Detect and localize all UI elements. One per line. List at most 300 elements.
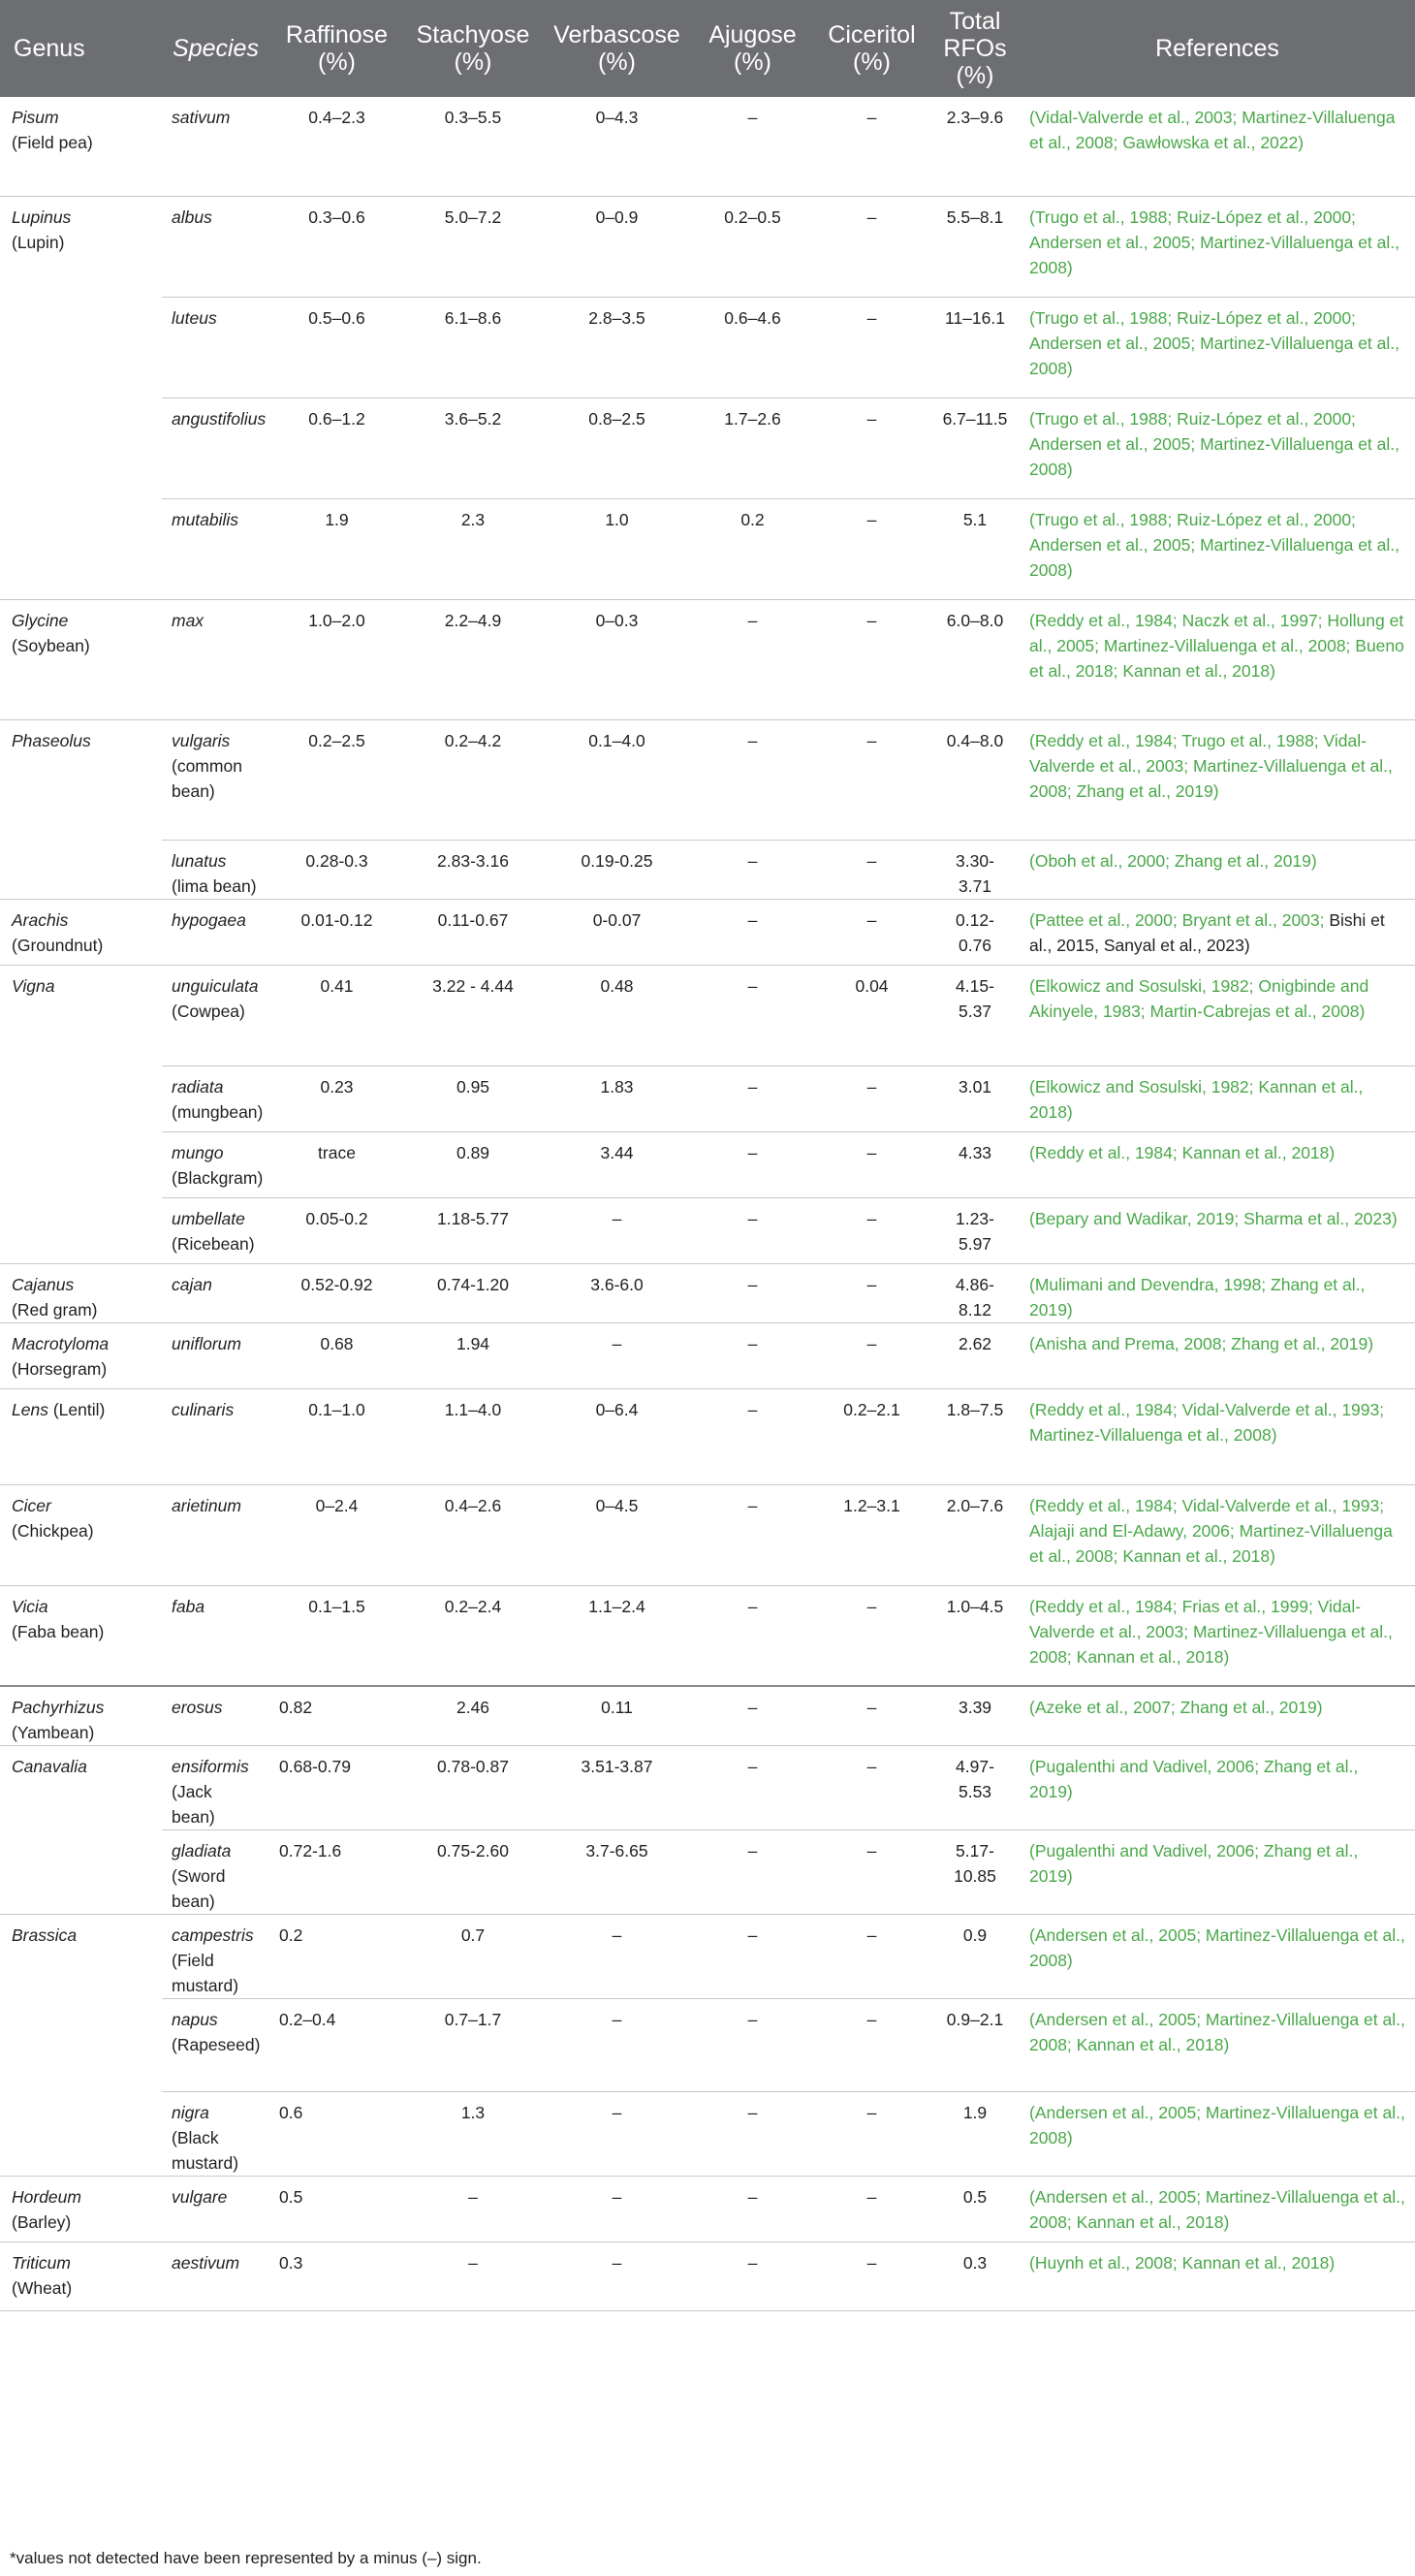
species-cell (162, 196, 269, 297)
stachyose-value: 1.18-5.77 (404, 1197, 542, 1263)
verbascose-value: 0–4.5 (542, 1484, 692, 1585)
species-cell (162, 1830, 269, 1915)
verbascose-value: – (542, 1915, 692, 1999)
species-cell (162, 1585, 269, 1686)
table-row (0, 1388, 1415, 1484)
raffinose-value: 0.6 (269, 2092, 404, 2177)
references-cell (1020, 2242, 1415, 2311)
verbascose-value: – (542, 1197, 692, 1263)
total-rfos-value: 2.62 (930, 1322, 1020, 1388)
stachyose-value: 0.95 (404, 1065, 542, 1131)
ajugose-value: – (692, 1131, 813, 1197)
species-cell (162, 2177, 269, 2242)
ajugose-value: – (692, 2092, 813, 2177)
references-cell (1020, 965, 1415, 1065)
stachyose-value: 2.3 (404, 498, 542, 599)
genus-cell (0, 965, 162, 1263)
total-rfos-value: 3.30-3.71 (930, 840, 1020, 899)
genus-cell (0, 1263, 162, 1322)
ajugose-value: – (692, 1746, 813, 1830)
ciceritol-value: – (813, 899, 930, 965)
references-text: (Oboh et al., 2000; Zhang et al., 2019) (1029, 850, 1317, 871)
ajugose-value: – (692, 965, 813, 1065)
species-cell (162, 1484, 269, 1585)
stachyose-value: 3.6–5.2 (404, 398, 542, 498)
verbascose-value: 0.48 (542, 965, 692, 1065)
genus-name: Macrotyloma (12, 1333, 110, 1353)
raffinose-value: 0.5–0.6 (269, 297, 404, 398)
genus-name: Lupinus (12, 207, 72, 227)
species-name: albus (172, 207, 212, 227)
verbascose-value: 0–0.9 (542, 196, 692, 297)
genus-common-name: (Horsegram) (12, 1358, 108, 1379)
species-name: vulgaris (172, 730, 231, 750)
references-text: (Mulimani and Devendra, 1998; Zhang et al., 2019) (1029, 1274, 1366, 1320)
stachyose-value: 0.11-0.67 (404, 899, 542, 965)
ajugose-value: – (692, 1999, 813, 2092)
genus-cell (0, 196, 162, 599)
ajugose-value: – (692, 2177, 813, 2242)
genus-cell (0, 899, 162, 965)
stachyose-value: 1.1–4.0 (404, 1388, 542, 1484)
table-row (0, 498, 1415, 599)
references-cell (1020, 1915, 1415, 1999)
table-row (0, 1686, 1415, 1746)
species-name: angustifolius (172, 408, 267, 429)
species-name: luteus (172, 307, 217, 328)
species-name: cajan (172, 1274, 212, 1294)
ajugose-value: – (692, 899, 813, 965)
verbascose-value: – (542, 1322, 692, 1388)
ajugose-value: – (692, 1915, 813, 1999)
references-text: (Trugo et al., 1988; Ruiz-López et al., 2000; Andersen et al., 2005; Martinez-Villaluenga et al., 2008) (1029, 207, 1399, 277)
genus-name: Pisum (12, 108, 59, 127)
stachyose-value: 0.7 (404, 1915, 542, 1999)
ciceritol-value: – (813, 1065, 930, 1131)
references-cell (1020, 2092, 1415, 2177)
species-cell (162, 498, 269, 599)
references-cell (1020, 398, 1415, 498)
stachyose-value: 3.22 - 4.44 (404, 965, 542, 1065)
total-rfos-value: 4.33 (930, 1131, 1020, 1197)
references-text: (Andersen et al., 2005; Martinez-Villaluenga et al., 2008; Kannan et al., 2018) (1029, 2010, 1405, 2054)
references-cell (1020, 2177, 1415, 2242)
ciceritol-value: – (813, 1746, 930, 1830)
ciceritol-value: – (813, 1999, 930, 2092)
ajugose-value: – (692, 1585, 813, 1686)
genus-common-name: (Yambean) (12, 1723, 95, 1742)
raffinose-value: 0.4–2.3 (269, 97, 404, 196)
genus-name: Hordeum (12, 2187, 81, 2207)
total-rfos-value: 5.5–8.1 (930, 196, 1020, 297)
ajugose-value: 1.7–2.6 (692, 398, 813, 498)
verbascose-value: 3.44 (542, 1131, 692, 1197)
species-cell (162, 1686, 269, 1746)
genus-common-name: (Red gram) (12, 1299, 98, 1320)
ciceritol-value: – (813, 719, 930, 840)
species-cell (162, 2092, 269, 2177)
species-name: aestivum (172, 2253, 240, 2273)
species-cell (162, 297, 269, 398)
ciceritol-value: – (813, 297, 930, 398)
references-text: (Trugo et al., 1988; Ruiz-López et al., 2000; Andersen et al., 2005; Martinez-Villaluenga et al., 2008) (1029, 509, 1399, 580)
verbascose-value: 3.7-6.65 (542, 1830, 692, 1915)
total-rfos-value: 2.0–7.6 (930, 1484, 1020, 1585)
total-rfos-value: 3.39 (930, 1686, 1020, 1746)
references-text: (Elkowicz and Sosulski, 1982; Onigbinde and Akinyele, 1983; Martin-Cabrejas et al., 2008) (1029, 975, 1369, 1021)
genus-common-name: (Field pea) (12, 133, 93, 152)
genus-cell (0, 2242, 162, 2311)
raffinose-value: 0.5 (269, 2177, 404, 2242)
header-stachyose: Stachyose (%) (404, 0, 542, 97)
verbascose-value: 0.8–2.5 (542, 398, 692, 498)
genus-name: Glycine (12, 610, 69, 630)
verbascose-value: 0–0.3 (542, 599, 692, 719)
species-common-name: (Jack bean) (172, 1782, 215, 1827)
species-cell (162, 719, 269, 840)
stachyose-value: 5.0–7.2 (404, 196, 542, 297)
raffinose-value: 0–2.4 (269, 1484, 404, 1585)
raffinose-value: 0.28-0.3 (269, 840, 404, 899)
genus-cell (0, 719, 162, 899)
ajugose-value: – (692, 2242, 813, 2311)
verbascose-value: 0.1–4.0 (542, 719, 692, 840)
total-rfos-value: 0.4–8.0 (930, 719, 1020, 840)
ciceritol-value: – (813, 97, 930, 196)
ciceritol-value: – (813, 1915, 930, 1999)
table-row (0, 2177, 1415, 2242)
genus-common-name: (Wheat) (12, 2278, 73, 2298)
species-common-name: (Sword bean) (172, 1866, 226, 1911)
table-row (0, 2092, 1415, 2177)
verbascose-value: – (542, 2177, 692, 2242)
raffinose-value: 0.1–1.5 (269, 1585, 404, 1686)
species-common-name: (common bean) (172, 755, 242, 801)
verbascose-value: 3.51-3.87 (542, 1746, 692, 1830)
total-rfos-value: 0.12-0.76 (930, 899, 1020, 965)
species-name: radiata (172, 1076, 224, 1097)
species-name: ensiformis (172, 1757, 249, 1776)
species-cell (162, 1746, 269, 1830)
ciceritol-value: – (813, 1585, 930, 1686)
references-text: (Azeke et al., 2007; Zhang et al., 2019) (1029, 1698, 1323, 1717)
genus-common-name: (Chickpea) (12, 1520, 94, 1541)
raffinose-value: trace (269, 1131, 404, 1197)
stachyose-value: 2.2–4.9 (404, 599, 542, 719)
species-common-name: (mungbean) (172, 1101, 264, 1122)
raffinose-value: 0.3–0.6 (269, 196, 404, 297)
references-text: (Reddy et al., 1984; Vidal-Valverde et al., 1993; Alajaji and El-Adawy, 2006; Martinez-Villaluenga et al., 2008; Kannan et al., 2018) (1029, 1495, 1393, 1566)
species-cell (162, 398, 269, 498)
references-text: (Anisha and Prema, 2008; Zhang et al., 2019) (1029, 1333, 1374, 1353)
raffinose-value: 1.0–2.0 (269, 599, 404, 719)
table-row (0, 1131, 1415, 1197)
table-row (0, 965, 1415, 1065)
genus-common-name: (Faba bean) (12, 1621, 105, 1641)
table-row (0, 1585, 1415, 1686)
table-row (0, 398, 1415, 498)
raffinose-value: 0.3 (269, 2242, 404, 2311)
genus-cell (0, 2177, 162, 2242)
references-text: (Reddy et al., 1984; Vidal-Valverde et al., 1993; Martinez-Villaluenga et al., 2008) (1029, 1399, 1385, 1445)
genus-cell (0, 1686, 162, 1746)
ciceritol-value: – (813, 599, 930, 719)
table-row (0, 599, 1415, 719)
genus-name: Triticum (12, 2253, 71, 2273)
genus-cell (0, 1915, 162, 2177)
ajugose-value: – (692, 719, 813, 840)
ciceritol-value: 0.04 (813, 965, 930, 1065)
references-text: (Trugo et al., 1988; Ruiz-López et al., 2000; Andersen et al., 2005; Martinez-Villaluenga et al., 2008) (1029, 307, 1399, 378)
ciceritol-value: 0.2–2.1 (813, 1388, 930, 1484)
species-common-name: (lima bean) (172, 875, 257, 896)
references-cell (1020, 97, 1415, 196)
ajugose-value: – (692, 1830, 813, 1915)
stachyose-value: 0.75-2.60 (404, 1830, 542, 1915)
ajugose-value: – (692, 1322, 813, 1388)
total-rfos-value: 1.9 (930, 2092, 1020, 2177)
references-cell (1020, 899, 1415, 965)
species-cell (162, 1263, 269, 1322)
ciceritol-value: – (813, 1686, 930, 1746)
ajugose-value: – (692, 1263, 813, 1322)
raffinose-value: 0.82 (269, 1686, 404, 1746)
references-text: (Andersen et al., 2005; Martinez-Villaluenga et al., 2008) (1029, 2103, 1405, 2147)
references-cell (1020, 1746, 1415, 1830)
references-cell (1020, 1065, 1415, 1131)
species-name: unguiculata (172, 975, 259, 996)
references-text: (Pugalenthi and Vadivel, 2006; Zhang et al., 2019) (1029, 1757, 1359, 1801)
ciceritol-value: – (813, 2242, 930, 2311)
stachyose-value: 2.46 (404, 1686, 542, 1746)
stachyose-value: 0.4–2.6 (404, 1484, 542, 1585)
verbascose-value: 0-0.07 (542, 899, 692, 965)
species-cell (162, 1065, 269, 1131)
references-text: (Andersen et al., 2005; Martinez-Villaluenga et al., 2008) (1029, 1925, 1405, 1970)
genus-name: Pachyrhizus (12, 1698, 105, 1717)
species-common-name: (Field mustard) (172, 1951, 239, 1995)
raffinose-value: 0.2–0.4 (269, 1999, 404, 2092)
table-row (0, 1999, 1415, 2092)
header-ajugose: Ajugose (%) (692, 0, 813, 97)
raffinose-value: 0.6–1.2 (269, 398, 404, 498)
verbascose-value: – (542, 2242, 692, 2311)
genus-common-name: (Soybean) (12, 635, 90, 655)
references-text: (Trugo et al., 1988; Ruiz-López et al., 2000; Andersen et al., 2005; Martinez-Villaluenga et al., 2008) (1029, 408, 1399, 479)
raffinose-value: 0.68-0.79 (269, 1746, 404, 1830)
ciceritol-value: – (813, 1263, 930, 1322)
species-cell (162, 1131, 269, 1197)
genus-name: Vigna (12, 975, 55, 996)
stachyose-value: – (404, 2177, 542, 2242)
species-common-name: (Rapeseed) (172, 2035, 261, 2054)
references-text: (Pattee et al., 2000; Bryant et al., 2003; (1029, 909, 1325, 930)
total-rfos-value: 4.86-8.12 (930, 1263, 1020, 1322)
total-rfos-value: 6.0–8.0 (930, 599, 1020, 719)
genus-common-name: (Lupin) (12, 232, 65, 252)
ciceritol-value: – (813, 1131, 930, 1197)
raffinose-value: 0.2 (269, 1915, 404, 1999)
references-text: (Reddy et al., 1984; Trugo et al., 1988; Vidal-Valverde et al., 2003; Martinez-Villaluenga et al., 2008; Zhang et al., 2019) (1029, 730, 1393, 801)
references-text: (Pugalenthi and Vadivel, 2006; Zhang et al., 2019) (1029, 1841, 1359, 1886)
total-rfos-value: 3.01 (930, 1065, 1020, 1131)
species-name: gladiata (172, 1841, 232, 1860)
table-row (0, 840, 1415, 899)
table-row (0, 196, 1415, 297)
species-cell (162, 1197, 269, 1263)
species-cell (162, 97, 269, 196)
total-rfos-value: 1.8–7.5 (930, 1388, 1020, 1484)
references-text: (Bepary and Wadikar, 2019; Sharma et al., 2023) (1029, 1208, 1398, 1228)
raffinose-value: 0.72-1.6 (269, 1830, 404, 1915)
references-text: (Reddy et al., 1984; Frias et al., 1999; Vidal-Valverde et al., 2003; Martinez-Villaluenga et al., 2008; Kannan et al., 2018) (1029, 1596, 1393, 1667)
total-rfos-value: 6.7–11.5 (930, 398, 1020, 498)
ciceritol-value: – (813, 398, 930, 498)
genus-cell (0, 1484, 162, 1585)
raffinose-value: 0.41 (269, 965, 404, 1065)
species-common-name: (Ricebean) (172, 1233, 255, 1254)
table-row (0, 97, 1415, 196)
species-name: max (172, 610, 204, 630)
ciceritol-value: – (813, 1197, 930, 1263)
table-row (0, 1197, 1415, 1263)
total-rfos-value: 1.0–4.5 (930, 1585, 1020, 1686)
header-genus: Genus (0, 0, 162, 97)
genus-cell (0, 1322, 162, 1388)
genus-name: Cajanus (12, 1274, 75, 1294)
species-name: culinaris (172, 1399, 235, 1419)
ciceritol-value: – (813, 840, 930, 899)
ajugose-value: 0.2 (692, 498, 813, 599)
table-row (0, 1830, 1415, 1915)
references-text: (Vidal-Valverde et al., 2003; Martinez-Villaluenga et al., 2008; Gawłowska et al., 2022) (1029, 108, 1396, 152)
raffinose-value: 0.68 (269, 1322, 404, 1388)
stachyose-value: – (404, 2242, 542, 2311)
raffinose-value: 0.52-0.92 (269, 1263, 404, 1322)
references-cell (1020, 1263, 1415, 1322)
references-cell (1020, 1686, 1415, 1746)
total-rfos-value: 0.9–2.1 (930, 1999, 1020, 2092)
verbascose-value: 3.6-6.0 (542, 1263, 692, 1322)
references-cell (1020, 196, 1415, 297)
total-rfos-value: 4.97-5.53 (930, 1746, 1020, 1830)
species-cell (162, 899, 269, 965)
genus-name: Brassica (12, 1925, 78, 1945)
verbascose-value: 0.19-0.25 (542, 840, 692, 899)
ajugose-value: – (692, 599, 813, 719)
species-name: arietinum (172, 1495, 241, 1515)
references-text: (Reddy et al., 1984; Kannan et al., 2018) (1029, 1142, 1336, 1162)
stachyose-value: 0.74-1.20 (404, 1263, 542, 1322)
species-common-name: (Blackgram) (172, 1167, 264, 1188)
species-cell (162, 599, 269, 719)
stachyose-value: 1.3 (404, 2092, 542, 2177)
table-header (0, 0, 1415, 97)
species-cell (162, 965, 269, 1065)
genus-name: Phaseolus (12, 730, 91, 750)
stachyose-value: 0.89 (404, 1131, 542, 1197)
ciceritol-value: – (813, 2092, 930, 2177)
genus-common-name: (Groundnut) (12, 935, 104, 955)
species-cell (162, 840, 269, 899)
references-cell (1020, 498, 1415, 599)
ciceritol-value: – (813, 2177, 930, 2242)
total-rfos-value: 0.3 (930, 2242, 1020, 2311)
stachyose-value: 1.94 (404, 1322, 542, 1388)
header-species: Species (162, 0, 269, 97)
species-cell (162, 1322, 269, 1388)
references-cell (1020, 1388, 1415, 1484)
total-rfos-value: 0.9 (930, 1915, 1020, 1999)
genus-common-name: (Barley) (12, 2212, 72, 2232)
species-name: nigra (172, 2103, 209, 2122)
raffinose-value: 0.23 (269, 1065, 404, 1131)
references-text: (Andersen et al., 2005; Martinez-Villaluenga et al., 2008; Kannan et al., 2018) (1029, 2187, 1405, 2232)
table-footnote: *values not detected have been represented by a minus (–) sign. (10, 2549, 482, 2567)
raffinose-value: 1.9 (269, 498, 404, 599)
total-rfos-value: 4.15-5.37 (930, 965, 1020, 1065)
stachyose-value: 0.78-0.87 (404, 1746, 542, 1830)
references-cell (1020, 297, 1415, 398)
genus-name: Cicer (12, 1495, 51, 1515)
stachyose-value: 2.83-3.16 (404, 840, 542, 899)
genus-cell (0, 1388, 162, 1484)
stachyose-value: 0.3–5.5 (404, 97, 542, 196)
species-common-name: (Black mustard) (172, 2128, 239, 2173)
species-cell (162, 1999, 269, 2092)
table-row (0, 1263, 1415, 1322)
ajugose-value: 0.2–0.5 (692, 196, 813, 297)
table-row (0, 1065, 1415, 1131)
header-references: References (1020, 0, 1415, 97)
genus-name: Arachis (12, 909, 69, 930)
ajugose-value: – (692, 1388, 813, 1484)
species-common-name: (Cowpea) (172, 1001, 245, 1021)
genus-common-name: (Lentil) (52, 1399, 106, 1419)
table-row (0, 2242, 1415, 2311)
genus-cell (0, 599, 162, 719)
species-name: mutabilis (172, 509, 239, 529)
header-total-rfos: Total RFOs (%) (930, 0, 1020, 97)
genus-cell (0, 97, 162, 196)
references-text: (Elkowicz and Sosulski, 1982; Kannan et al., 2018) (1029, 1076, 1364, 1122)
genus-cell (0, 1585, 162, 1686)
species-name: umbellate (172, 1208, 245, 1228)
species-cell (162, 1388, 269, 1484)
header-ciceritol: Ciceritol (%) (813, 0, 930, 97)
references-cell (1020, 1197, 1415, 1263)
table-body (0, 97, 1415, 2311)
species-name: vulgare (172, 2187, 228, 2207)
references-cell (1020, 1484, 1415, 1585)
ciceritol-value: 1.2–3.1 (813, 1484, 930, 1585)
table-row (0, 1322, 1415, 1388)
raffinose-value: 0.01-0.12 (269, 899, 404, 965)
species-name: lunatus (172, 850, 227, 871)
raffinose-value: 0.1–1.0 (269, 1388, 404, 1484)
verbascose-value: – (542, 1999, 692, 2092)
table-row (0, 719, 1415, 840)
stachyose-value: 0.2–2.4 (404, 1585, 542, 1686)
total-rfos-value: 2.3–9.6 (930, 97, 1020, 196)
table-row (0, 1915, 1415, 1999)
species-name: napus (172, 2010, 218, 2029)
species-name: faba (172, 1596, 205, 1616)
table-row (0, 297, 1415, 398)
species-cell (162, 1915, 269, 1999)
ajugose-value: – (692, 1686, 813, 1746)
species-cell (162, 2242, 269, 2311)
